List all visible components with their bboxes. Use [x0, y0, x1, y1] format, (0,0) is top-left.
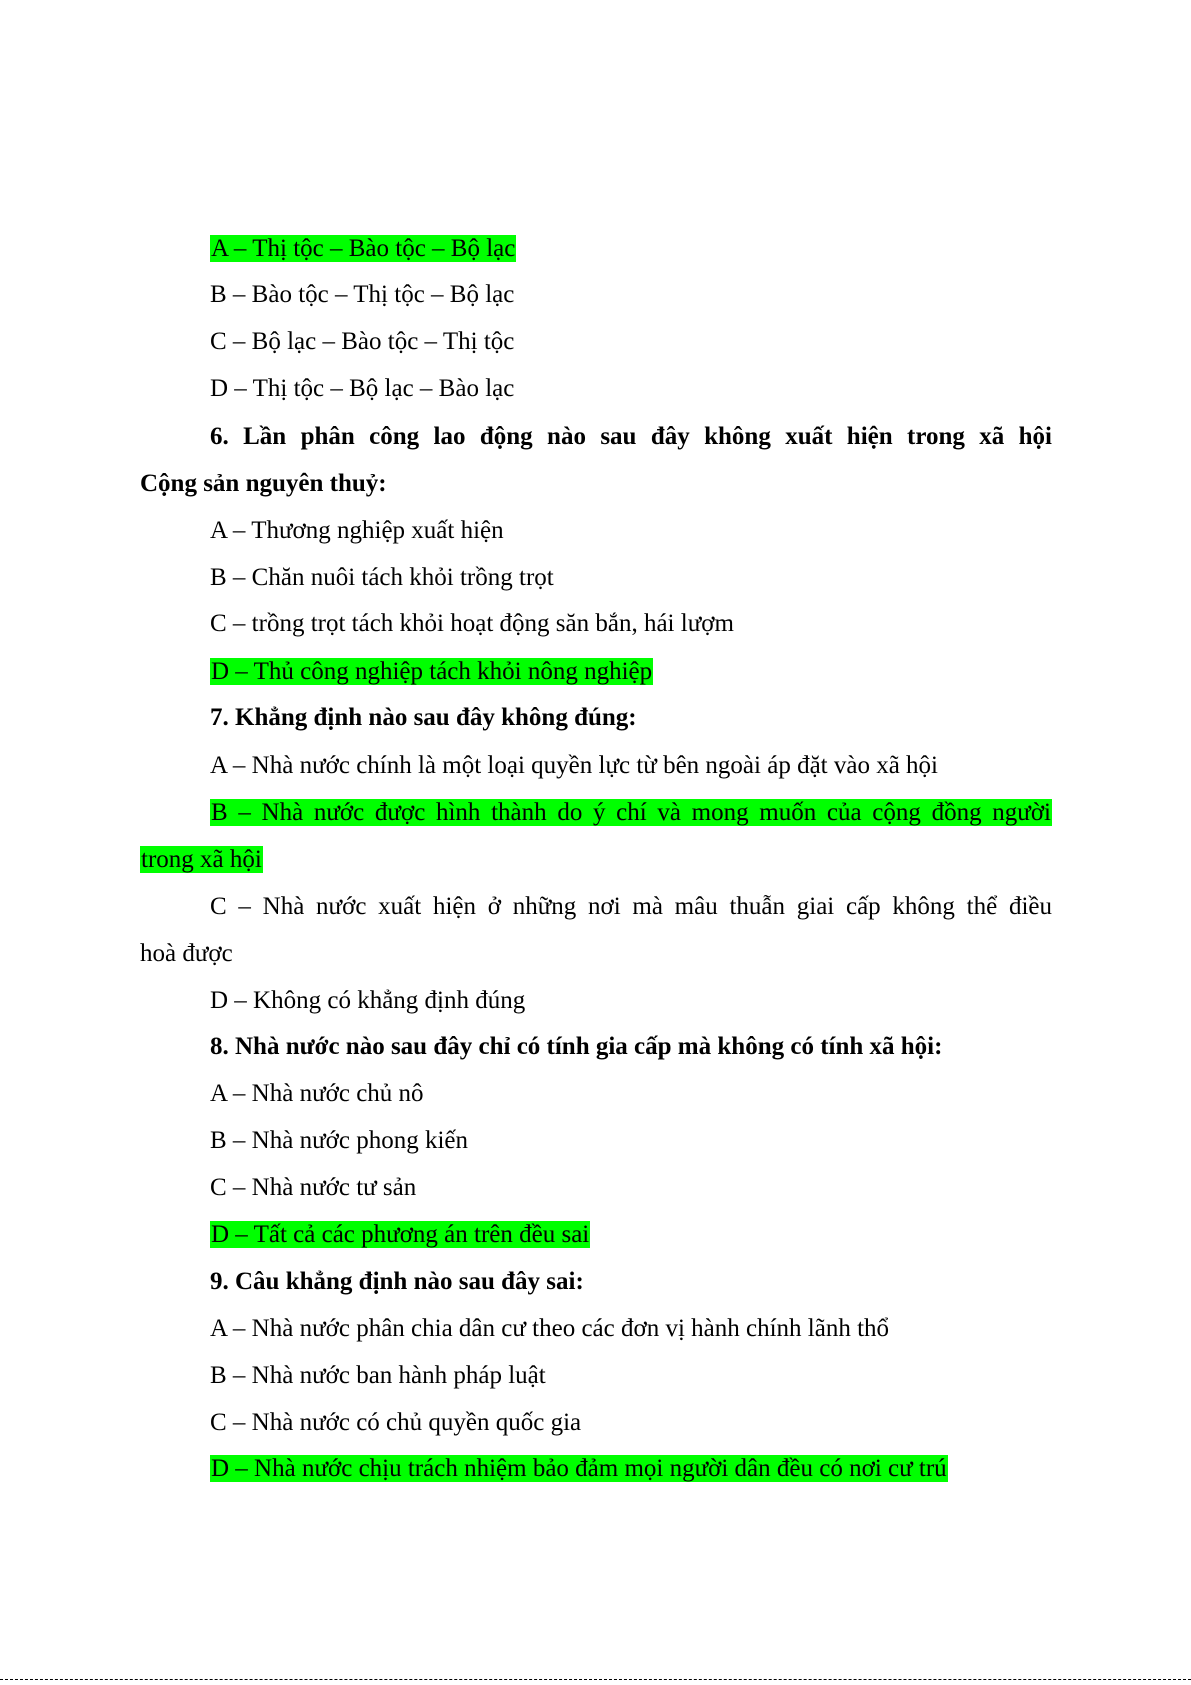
answer-text: B – Bào tộc – Thị tộc – Bộ lạc — [210, 281, 515, 308]
answer-text-highlighted: D – Nhà nước chịu trách nhiệm bảo đảm mọi người dân đều có nơi cư trú — [211, 1455, 947, 1482]
answer-line — [210, 749, 938, 783]
answer-text-highlighted: D – Thủ công nghiệp tách khỏi nông nghiệp — [211, 658, 653, 685]
question-8: 8. Nhà nước nào sau đây chỉ có tính gia cấp mà không có tính xã hội: — [210, 1033, 943, 1060]
answer-text: hoà được — [140, 940, 233, 967]
question-6-line-2: Cộng sản nguyên thuỷ: — [140, 470, 387, 497]
page-bottom-divider — [0, 1679, 1191, 1681]
answer-line — [210, 1452, 948, 1486]
answer-line — [210, 1171, 416, 1205]
answer-line — [210, 607, 734, 641]
answer-text: A – Nhà nước phân chia dân cư theo các đơn vị hành chính lãnh thổ — [210, 1315, 890, 1342]
answer-text: A – Thương nghiệp xuất hiện — [210, 517, 504, 544]
answer-line-continued — [140, 937, 233, 971]
answer-line — [210, 1312, 889, 1346]
answer-line-wrapped — [210, 796, 1052, 830]
answer-text: A – Nhà nước chính là một loại quyền lực từ bên ngoài áp đặt vào xã hội — [210, 752, 939, 779]
answer-text: C – Nhà nước có chủ quyền quốc gia — [210, 1409, 582, 1436]
answer-text: A – Nhà nước chủ nô — [210, 1080, 424, 1107]
answer-line — [210, 984, 525, 1018]
answer-text: C – Bộ lạc – Bào tộc – Thị tộc — [210, 328, 515, 355]
answer-text: B – Nhà nước phong kiến — [210, 1127, 468, 1154]
answer-line — [210, 655, 653, 689]
question-6-line-1: 6. Lần phân công lao động nào sau đây không xuất hiện trong xã hội — [210, 423, 1052, 450]
answer-line — [210, 325, 514, 359]
answer-line-wrapped — [210, 890, 1052, 924]
answer-line — [210, 561, 554, 595]
answer-text: B – Chăn nuôi tách khỏi trồng trọt — [210, 564, 554, 591]
answer-text-highlighted: D – Tất cả các phương án trên đều sai — [211, 1221, 590, 1248]
answer-text: D – Không có khẳng định đúng — [210, 987, 526, 1014]
answer-text-highlighted: trong xã hội — [141, 846, 262, 873]
answer-line — [210, 514, 504, 548]
question-9: 9. Câu khẳng định nào sau đây sai: — [210, 1268, 584, 1295]
answer-text: D – Thị tộc – Bộ lạc – Bào lạc — [210, 375, 515, 402]
answer-text-highlighted: A – Thị tộc – Bào tộc – Bộ lạc — [211, 235, 516, 262]
answer-line — [210, 278, 514, 312]
answer-line-continued — [140, 843, 263, 877]
question-7: 7. Khẳng định nào sau đây không đúng: — [210, 704, 637, 731]
answer-line — [210, 1359, 546, 1393]
answer-line — [210, 232, 516, 266]
answer-text-highlighted: B – Nhà nước được hình thành do ý chí và mong muốn của cộng đồng người — [211, 799, 1051, 826]
answer-line — [210, 1077, 424, 1111]
answer-line — [210, 372, 514, 406]
answer-text: C – trồng trọt tách khỏi hoạt động săn bắn, hái lượm — [210, 610, 734, 637]
answer-line — [210, 1124, 468, 1158]
answer-text: B – Nhà nước ban hành pháp luật — [210, 1362, 546, 1389]
answer-line — [210, 1218, 590, 1252]
answer-line — [210, 1406, 581, 1440]
answer-text: C – Nhà nước xuất hiện ở những nơi mà mâu thuẫn giai cấp không thể điều — [210, 893, 1052, 920]
answer-text: C – Nhà nước tư sản — [210, 1174, 417, 1201]
